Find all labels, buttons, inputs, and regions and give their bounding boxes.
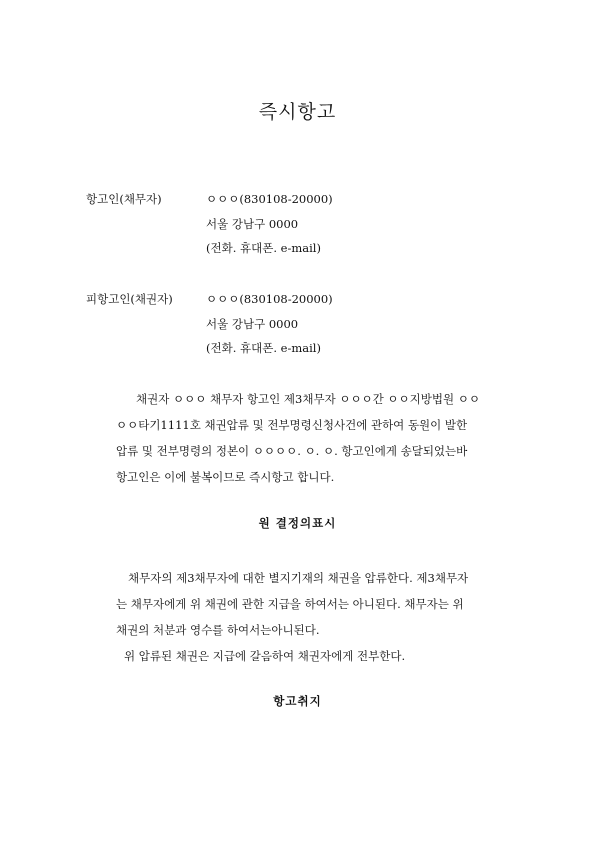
intro-line: 채권자 ㅇㅇㅇ 채무자 항고인 제3채무자 ㅇㅇㅇ간 ㅇㅇ지방법원 ㅇㅇ bbox=[136, 392, 480, 406]
appellant-details bbox=[206, 187, 333, 261]
original-decision-heading: 원 결정의표시 bbox=[258, 516, 337, 530]
document-title: 즉시항고 bbox=[258, 101, 337, 123]
appellant-name-id: ㅇㅇㅇ(830108-20000) bbox=[206, 192, 333, 206]
appellant-label: 항고인(채무자) bbox=[86, 192, 162, 206]
appellee-details bbox=[206, 287, 333, 361]
appellee-contact: (전화. 휴대폰. e-mail) bbox=[206, 341, 321, 355]
appellee-address: 서울 강남구 0000 bbox=[206, 316, 299, 331]
intro-line: 항고인은 이에 불복이므로 즉시항고 합니다. bbox=[116, 470, 335, 484]
appellant-address: 서울 강남구 0000 bbox=[206, 216, 299, 231]
appellee-name-id: ㅇㅇㅇ(830108-20000) bbox=[206, 292, 333, 306]
decision-line: 채권의 처분과 영수를 하여서는아니된다. bbox=[116, 623, 320, 637]
decision-line: 위 압류된 채권은 지급에 갈음하여 채권자에게 전부한다. bbox=[124, 649, 406, 663]
appellant-contact: (전화. 휴대폰. e-mail) bbox=[206, 241, 321, 255]
decision-line: 는 채무자에게 위 채권에 관한 지급을 하여서는 아니된다. 채무자는 위 bbox=[116, 597, 464, 611]
original-decision-paragraph bbox=[116, 565, 516, 669]
appellee-label: 피항고인(채권자) bbox=[86, 292, 173, 306]
intro-line: 압류 및 전부명령의 정본이 ㅇㅇㅇㅇ. ㅇ. ㅇ. 항고인에게 송달되었는바 bbox=[116, 444, 468, 458]
intro-paragraph bbox=[116, 386, 516, 490]
decision-line: 채무자의 제3채무자에 대한 별지기재의 채권을 압류한다. 제3채무자 bbox=[128, 571, 469, 585]
appeal-purpose-heading: 항고취지 bbox=[273, 694, 322, 708]
intro-line: ㅇㅇ타기1111호 채권압류 및 전부명령신청사건에 관하여 동원이 발한 bbox=[116, 418, 468, 432]
